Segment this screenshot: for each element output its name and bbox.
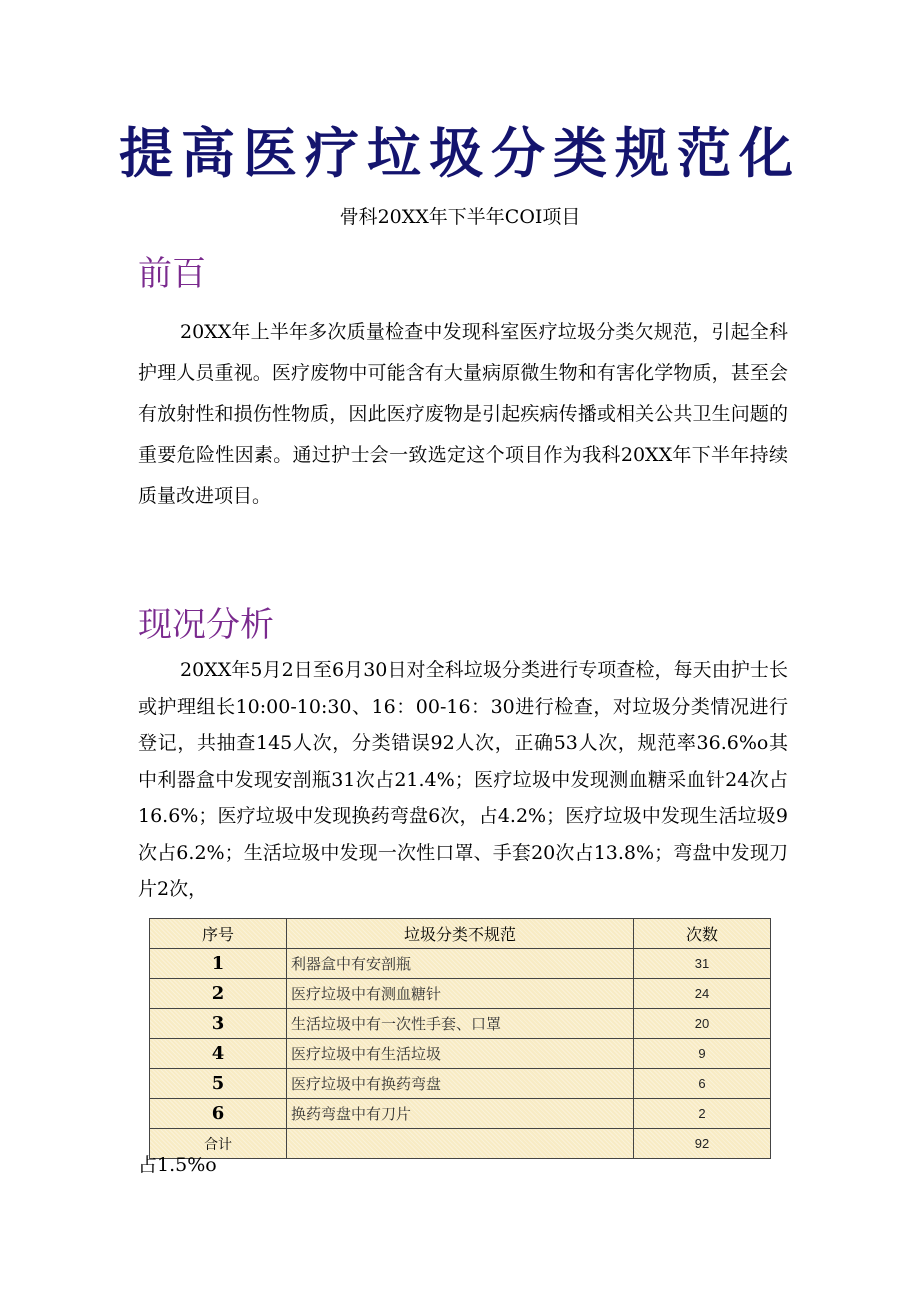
total-label: 合计 xyxy=(150,1129,287,1159)
row-item: 利器盒中有安剖瓶 xyxy=(287,949,634,979)
table-row xyxy=(150,979,771,1009)
row-no: 6 xyxy=(150,1099,287,1129)
header-count: 次数 xyxy=(634,919,771,949)
table-total-row xyxy=(150,1129,771,1159)
total-item xyxy=(287,1129,634,1159)
row-count: 6 xyxy=(634,1069,771,1099)
row-no: 1 xyxy=(150,949,287,979)
document-subtitle: 骨科20XX年下半年COI项目 xyxy=(339,206,581,228)
table-header-row xyxy=(150,919,771,949)
row-count: 9 xyxy=(634,1039,771,1069)
row-no: 5 xyxy=(150,1069,287,1099)
table-row xyxy=(150,949,771,979)
table-row xyxy=(150,1099,771,1129)
row-no: 2 xyxy=(150,979,287,1009)
row-item: 医疗垃圾中有测血糖针 xyxy=(287,979,634,1009)
trailing-text: 占1.5%o xyxy=(138,1154,217,1176)
header-no: 序号 xyxy=(150,919,287,949)
header-item: 垃圾分类不规范 xyxy=(287,919,634,949)
table-row xyxy=(150,1069,771,1099)
section-heading-preface: 前百 xyxy=(138,254,206,294)
row-item: 换药弯盘中有刀片 xyxy=(287,1099,634,1129)
document-title: 提高医疗垃圾分类规范化 xyxy=(119,121,801,185)
row-no: 4 xyxy=(150,1039,287,1069)
section-heading-status-analysis: 现况分析 xyxy=(138,605,274,645)
total-count: 92 xyxy=(634,1129,771,1159)
row-count: 20 xyxy=(634,1009,771,1039)
table-row xyxy=(150,1009,771,1039)
row-item: 医疗垃圾中有生活垃圾 xyxy=(287,1039,634,1069)
row-item: 生活垃圾中有一次性手套、口罩 xyxy=(287,1009,634,1039)
section-paragraph-status-analysis: 20XX年5月2日至6月30日对全科垃圾分类进行专项查检，每天由护士长或护理组长10:00-10:30、16：00-16：30进行检查，对垃圾分类情况进行登记，共抽查145人次，分类错误92人次，正确53人次，规范率36.6%o其中利器盒中发现安剖瓶31次占21.4%；医疗垃圾中发现测血糖采血针24次占16.6%；医疗垃圾中发现换药弯盘6次，占4.2%；医疗垃圾中发现生活垃圾9次占6.2%；生活垃圾中发现一次性口罩、手套20次占13.8%；弯盘中发现刀片2次， xyxy=(138,659,788,900)
row-count: 24 xyxy=(634,979,771,1009)
section-paragraph-preface: 20XX年上半年多次质量检查中发现科室医疗垃圾分类欠规范，引起全科护理人员重视。医疗废物中可能含有大量病原微生物和有害化学物质，甚至会有放射性和损伤性物质，因此医疗废物是引起疾病传播或相关公共卫生问题的重要危险性因素。通过护士会一致选定这个项目作为我科20XX年下半年持续质量改进项目。 xyxy=(138,321,788,507)
row-count: 2 xyxy=(634,1099,771,1129)
waste-classification-table xyxy=(149,918,771,1159)
row-item: 医疗垃圾中有换药弯盘 xyxy=(287,1069,634,1099)
row-count: 31 xyxy=(634,949,771,979)
table-row xyxy=(150,1039,771,1069)
row-no: 3 xyxy=(150,1009,287,1039)
